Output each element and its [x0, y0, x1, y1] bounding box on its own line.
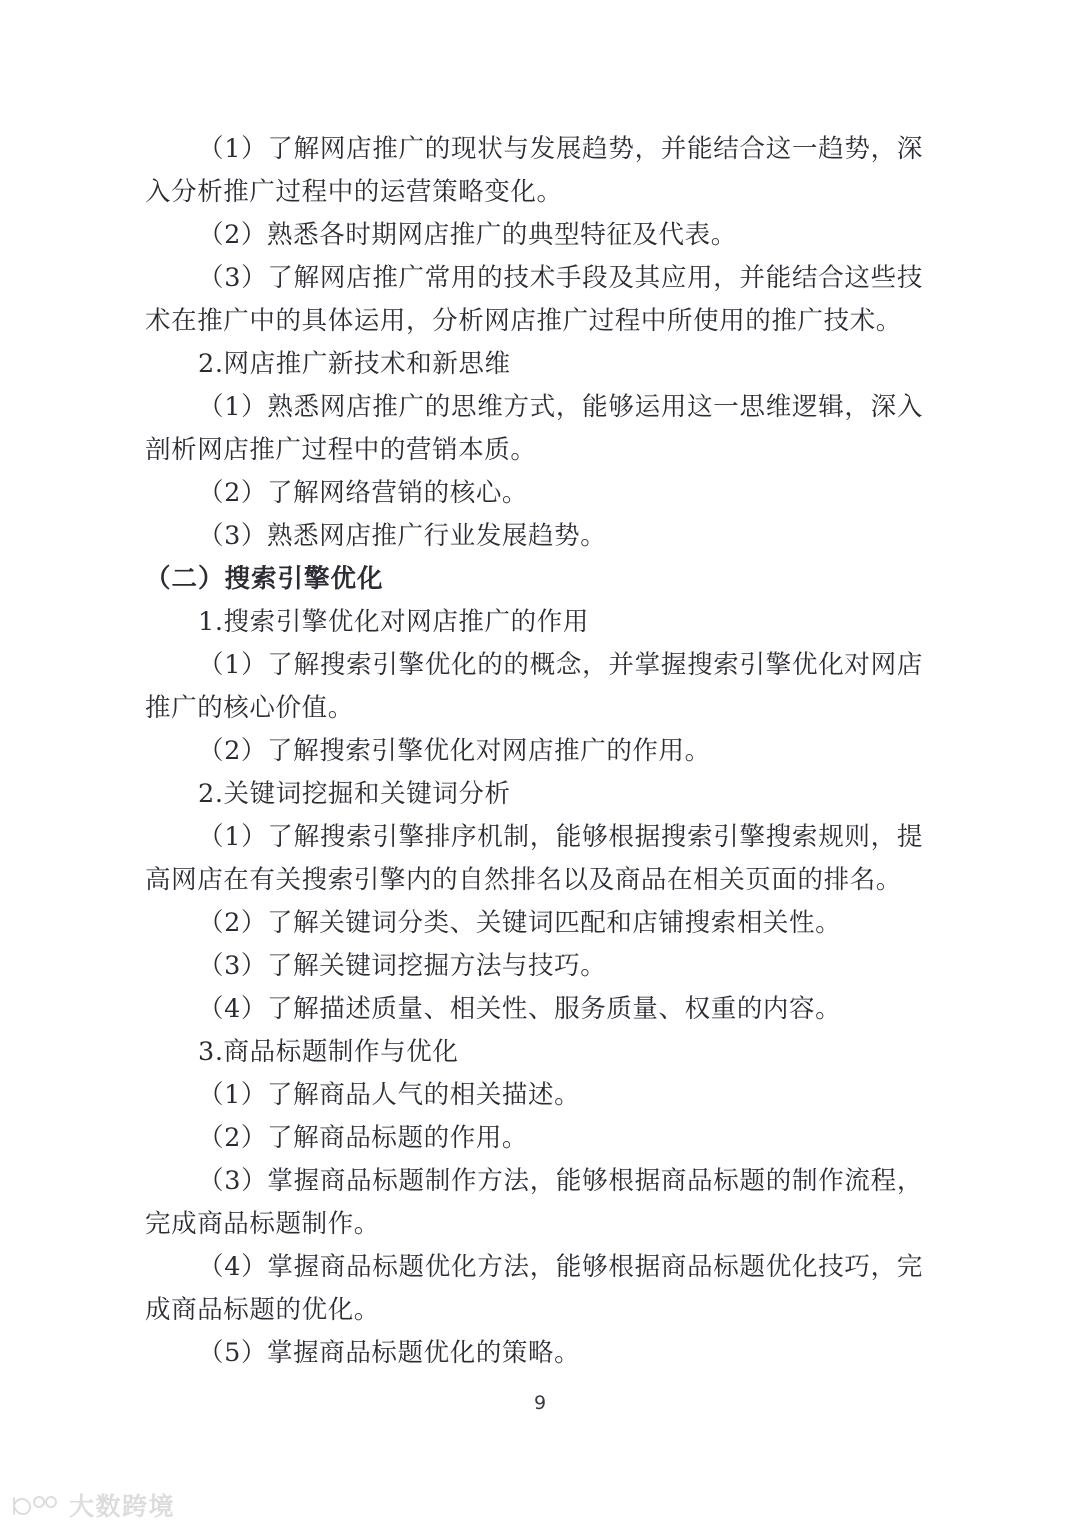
- paragraph: （2）了解关键词分类、关键词匹配和店铺搜索相关性。: [198, 908, 842, 938]
- paragraph: （1）熟悉网店推广的思维方式，能够运用这一思维逻辑，深入剖析网店推广过程中的营销本质。: [145, 392, 923, 465]
- paragraph: （4）掌握商品标题优化方法，能够根据商品标题优化技巧，完成商品标题的优化。: [145, 1252, 923, 1325]
- paragraph: （3）掌握商品标题制作方法，能够根据商品标题的制作流程，完成商品标题制作。: [145, 1166, 923, 1239]
- watermark-label: 大数跨境: [69, 1491, 176, 1521]
- paragraph: （2）熟悉各时期网店推广的典型特征及代表。: [198, 220, 737, 250]
- paragraph: （3）熟悉网店推广行业发展趋势。: [198, 521, 607, 551]
- subheading: 1.搜索引擎优化对网店推广的作用: [198, 607, 589, 637]
- subheading: 2.网店推广新技术和新思维: [198, 349, 511, 379]
- paragraph: （5）掌握商品标题优化的策略。: [198, 1338, 581, 1368]
- paragraph: （1）了解网店推广的现状与发展趋势，并能结合这一趋势，深入分析推广过程中的运营策略变化。: [145, 134, 923, 207]
- paragraph: （1）了解搜索引擎优化的的概念，并掌握搜索引擎优化对网店推广的核心价值。: [145, 650, 923, 723]
- paragraph: （2）了解商品标题的作用。: [198, 1123, 529, 1153]
- paragraph: （3）了解网店推广常用的技术手段及其应用，并能结合这些技术在推广中的具体运用，分析网店推广过程中所使用的推广技术。: [145, 263, 923, 336]
- paragraph: （2）了解网络营销的核心。: [198, 478, 529, 508]
- subheading: 2.关键词挖掘和关键词分析: [198, 779, 511, 809]
- paragraph: （2）了解搜索引擎优化对网店推广的作用。: [198, 736, 711, 766]
- page-number: 9: [533, 1392, 547, 1414]
- paragraph: （3）了解关键词挖掘方法与技巧。: [198, 951, 607, 981]
- paragraph: （1）了解商品人气的相关描述。: [198, 1080, 581, 1110]
- document-body: [145, 128, 923, 1375]
- watermark: [8, 1493, 175, 1519]
- paragraph: （4）了解描述质量、相关性、服务质量、权重的内容。: [198, 994, 842, 1024]
- section-heading: （二）搜索引擎优化: [145, 564, 384, 594]
- dashukuajing-logo-icon: [8, 1493, 60, 1519]
- paragraph: （1）了解搜索引擎排序机制，能够根据搜索引擎搜索规则，提高网店在有关搜索引擎内的自然排名以及商品在相关页面的排名。: [145, 822, 923, 895]
- subheading: 3.商品标题制作与优化: [198, 1037, 459, 1067]
